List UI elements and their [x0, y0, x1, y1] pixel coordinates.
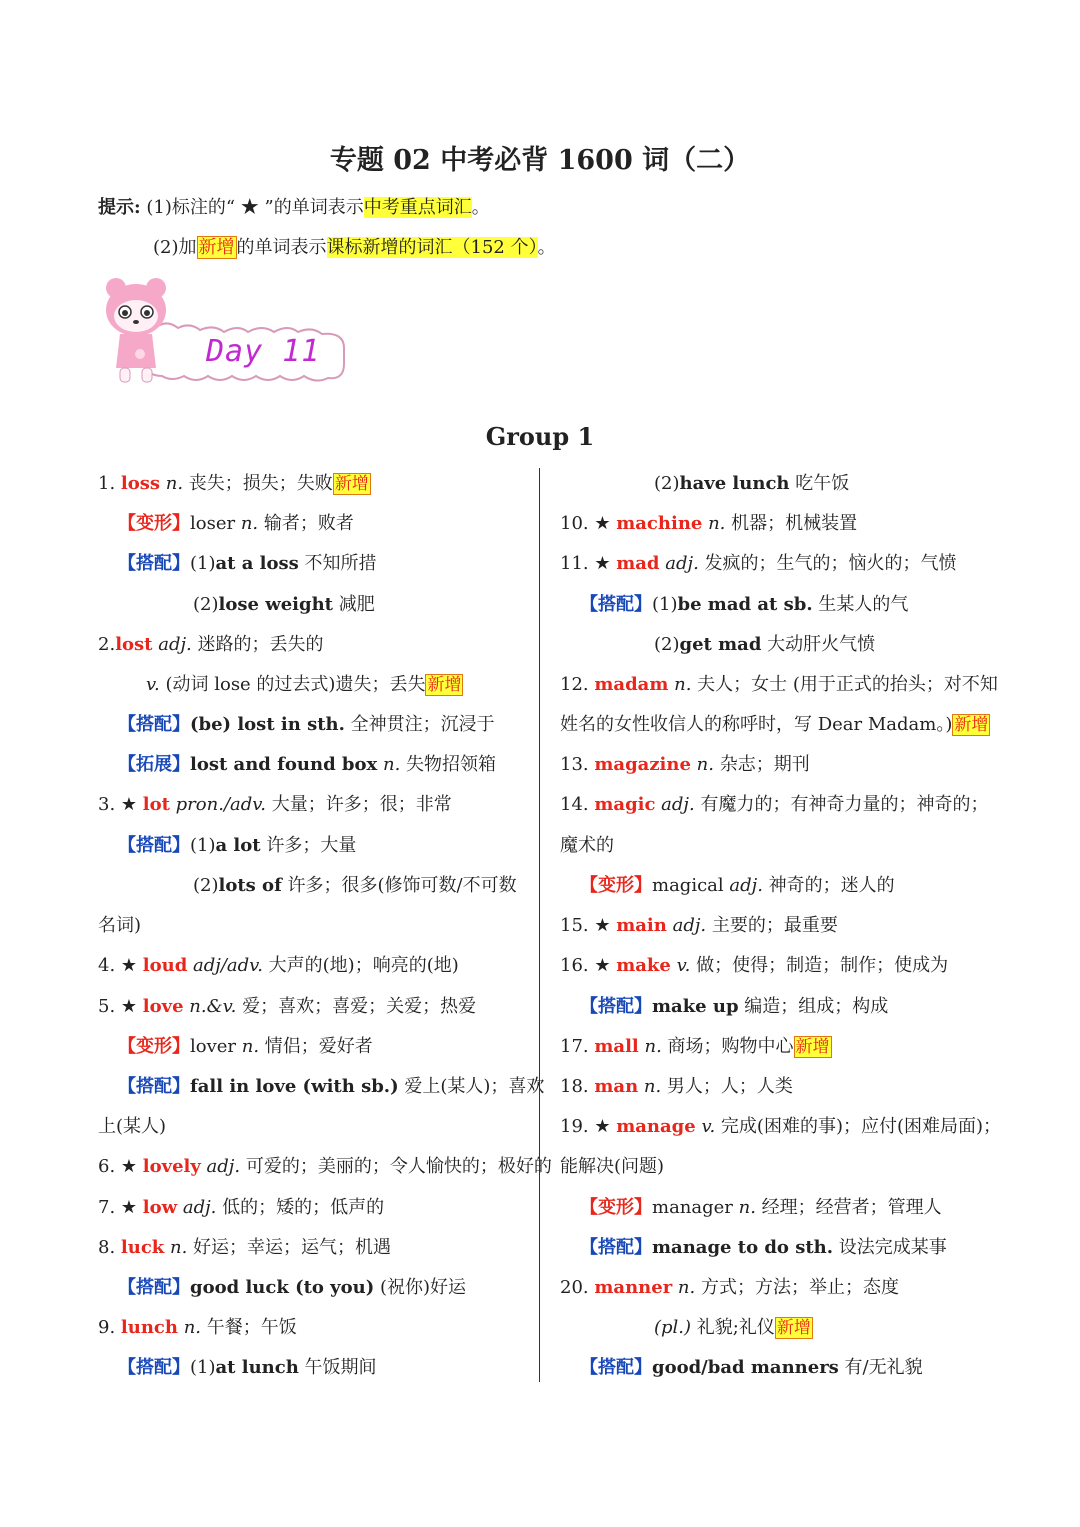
entry-lot-collocation-2: (2)lots of 许多；很多(修饰可数/不可数: [193, 875, 517, 896]
entry-manner: 20. manner n. 方式；方法；举止；态度: [560, 1277, 899, 1298]
entry-luck-collocation: 【搭配】good luck (to you) (祝你)好运: [118, 1277, 467, 1298]
entry-lost-verb: v. (动词 lose 的过去式)遗失；丢失 新增: [146, 674, 462, 695]
entry-lovely: 6. ★ lovely adj. 可爱的；美丽的；令人愉快的；极好的: [98, 1156, 552, 1177]
entry-lost: 2.lost adj. 迷路的；丢失的: [98, 634, 324, 655]
entry-manage-collocation: 【搭配】manage to do sth. 设法完成某事: [580, 1237, 947, 1258]
entry-lunch-collocation: 【搭配】(1)at lunch 午饭期间: [118, 1357, 377, 1378]
entry-mad-collocation-2: (2)get mad 大动肝火气愤: [654, 634, 876, 655]
entry-lot: 3. ★ lot pron./adv. 大量；许多；很；非常: [98, 794, 452, 815]
highlight-new-words: 课标新增的词汇（152 个）: [326, 237, 538, 258]
entry-manage-continued: 能解决(问题): [560, 1156, 665, 1177]
entry-lunch-collocation-2: (2)have lunch 吃午饭: [654, 473, 850, 494]
entry-make-collocation: 【搭配】make up 编造；组成；构成: [580, 996, 889, 1017]
entry-loss-collocation: 【搭配】(1)at a loss 不知所措: [118, 553, 377, 574]
new-badge: 新增: [198, 237, 235, 258]
entry-man: 18. man n. 男人；人；人类: [560, 1076, 793, 1097]
entry-manner-plural: (pl.) 礼貌;礼仪 新增: [654, 1317, 811, 1338]
entry-madam-continued: 姓名的女性收信人的称呼时，写 Dear Madam。) 新增: [560, 714, 989, 735]
entry-loss-collocation-2: (2)lose weight 减肥: [193, 594, 375, 615]
entry-lot-collocation: 【搭配】(1)a lot 许多；大量: [118, 835, 357, 856]
entry-machine: 10. ★ machine n. 机器；机械装置: [560, 513, 858, 534]
bear-mascot-icon: [98, 272, 350, 392]
entry-luck: 8. luck n. 好运；幸运；运气；机遇: [98, 1237, 392, 1258]
tip-line-1: 提示: (1)标注的“ ★ ”的单词表示中考重点词汇。: [98, 197, 490, 218]
entry-madam: 12. madam n. 夫人；女士 (用于正式的抬头；对不知: [560, 674, 998, 695]
column-divider: [539, 468, 540, 1382]
new-badge: 新增: [334, 474, 369, 494]
highlight-key-words: 中考重点词汇: [363, 197, 472, 218]
tip-line-2: (2)加 新增 的单词表示课标新增的词汇（152 个）。: [153, 237, 556, 258]
entry-love-continued: 上(某人): [98, 1116, 167, 1137]
entry-love-collocation: 【搭配】fall in love (with sb.) 爱上(某人)；喜欢: [118, 1076, 545, 1097]
new-badge: 新增: [776, 1318, 811, 1338]
day-label: Day 11: [206, 334, 321, 369]
entry-magazine: 13. magazine n. 杂志；期刊: [560, 754, 810, 775]
entry-lost-collocation: 【搭配】(be) lost in sth. 全神贯注；沉浸于: [118, 714, 495, 735]
entry-lost-extension: 【拓展】lost and found box n. 失物招领箱: [118, 754, 497, 775]
entry-manage: 19. ★ manage v. 完成(困难的事)；应付(困难局面)；: [560, 1116, 1002, 1137]
entry-magic-variant: 【变形】magical adj. 神奇的；迷人的: [580, 875, 895, 896]
entry-love-variant: 【变形】lover n. 情侣；爱好者: [118, 1036, 373, 1057]
entry-low: 7. ★ low adj. 低的；矮的；低声的: [98, 1197, 385, 1218]
entry-love: 5. ★ love n.&v. 爱；喜欢；喜爱；关爱；热爱: [98, 996, 477, 1017]
entry-mall: 17. mall n. 商场；购物中心 新增: [560, 1036, 830, 1057]
entry-magic-continued: 魔术的: [560, 835, 614, 856]
entry-loss-variant: 【变形】loser n. 输者；败者: [118, 513, 354, 534]
entry-manage-variant: 【变形】manager n. 经理；经营者；管理人: [580, 1197, 942, 1218]
new-badge: 新增: [795, 1037, 830, 1057]
entry-main: 15. ★ main adj. 主要的；最重要: [560, 915, 838, 936]
entry-loud: 4. ★ loud adj/adv. 大声的(地)；响亮的(地): [98, 955, 459, 976]
entry-magic: 14. magic adj. 有魔力的；有神奇力量的；神奇的；: [560, 794, 989, 815]
entry-lunch: 9. lunch n. 午餐；午饭: [98, 1317, 297, 1338]
new-badge: 新增: [954, 715, 989, 735]
group-title: Group 1: [485, 422, 595, 451]
entry-mad-collocation: 【搭配】(1)be mad at sb. 生某人的气: [580, 594, 909, 615]
new-badge: 新增: [427, 675, 462, 695]
page-title: 专题 02 中考必背 1600 词（二）: [329, 145, 751, 176]
entry-manner-collocation: 【搭配】good/bad manners 有/无礼貌: [580, 1357, 923, 1378]
entry-mad: 11. ★ mad adj. 发疯的；生气的；恼火的；气愤: [560, 553, 957, 574]
entry-lot-continued: 名词): [98, 915, 142, 936]
entry-loss: 1. loss n. 丧失；损失；失败 新增: [98, 473, 369, 494]
entry-make: 16. ★ make v. 做；使得；制造；制作；使成为: [560, 955, 949, 976]
tip-label: 提示:: [98, 197, 141, 218]
